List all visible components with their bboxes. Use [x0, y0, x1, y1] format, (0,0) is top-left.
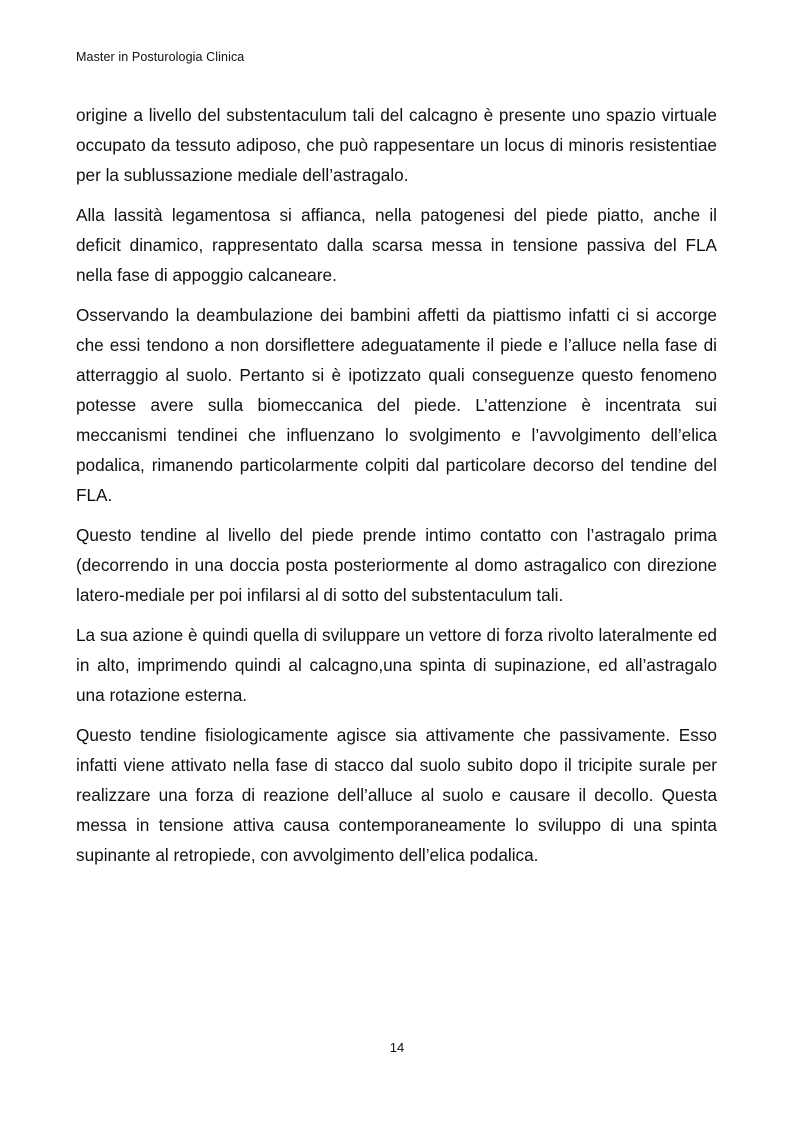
paragraph-2: Alla lassità legamentosa si affianca, nella patogenesi del piede piatto, anche il deficit dinamico, rappresentato dalla scarsa messa in tensione passiva del FLA nella fase di appoggio calcaneare. — [76, 205, 717, 285]
paragraph-5: La sua azione è quindi quella di sviluppare un vettore di forza rivolto lateralmente ed in alto, imprimendo quindi al calcagno,una spinta di supinazione, ed all’astragalo una rotazione esterna. — [76, 625, 717, 705]
running-header: Master in Posturologia Clinica — [76, 50, 245, 64]
page-body — [76, 100, 717, 880]
paragraph-1: origine a livello del substentaculum tali del calcagno è presente uno spazio virtuale occupato da tessuto adiposo, che può rappesentare un locus di minoris resistentiae per la sublussazione mediale dell’astragalo. — [76, 105, 717, 185]
paragraph-6: Questo tendine fisiologicamente agisce sia attivamente che passivamente. Esso infatti viene attivato nella fase di stacco dal suolo subito dopo il tricipite surale per realizzare una forza di reazione dell’alluce al suolo e causare il decollo. Questa messa in tensione attiva causa contemporaneamente lo sviluppo di una spinta supinante al retropiede, con avvolgimento dell’elica podalica. — [76, 725, 717, 865]
paragraph-4: Questo tendine al livello del piede prende intimo contatto con l’astragalo prima (decorrendo in una doccia posta posteriormente al domo astragalico con direzione latero-mediale per poi infilarsi al di sotto del substentaculum tali. — [76, 525, 717, 605]
paragraph-3: Osservando la deambulazione dei bambini affetti da piattismo infatti ci si accorge che essi tendono a non dorsiflettere adeguatamente il piede e l’alluce nella fase di atterraggio al suolo. Pertanto si è ipotizzato quali conseguenze questo fenomeno potesse avere sulla biomeccanica del piede. L’attenzione è incentrata sui meccanismi tendinei che influenzano lo svolgimento e l’avvolgimento dell’elica podalica, rimanendo particolarmente colpiti dal particolare decorso del tendine del FLA. — [76, 305, 717, 505]
page-number: 14 — [389, 1040, 405, 1055]
